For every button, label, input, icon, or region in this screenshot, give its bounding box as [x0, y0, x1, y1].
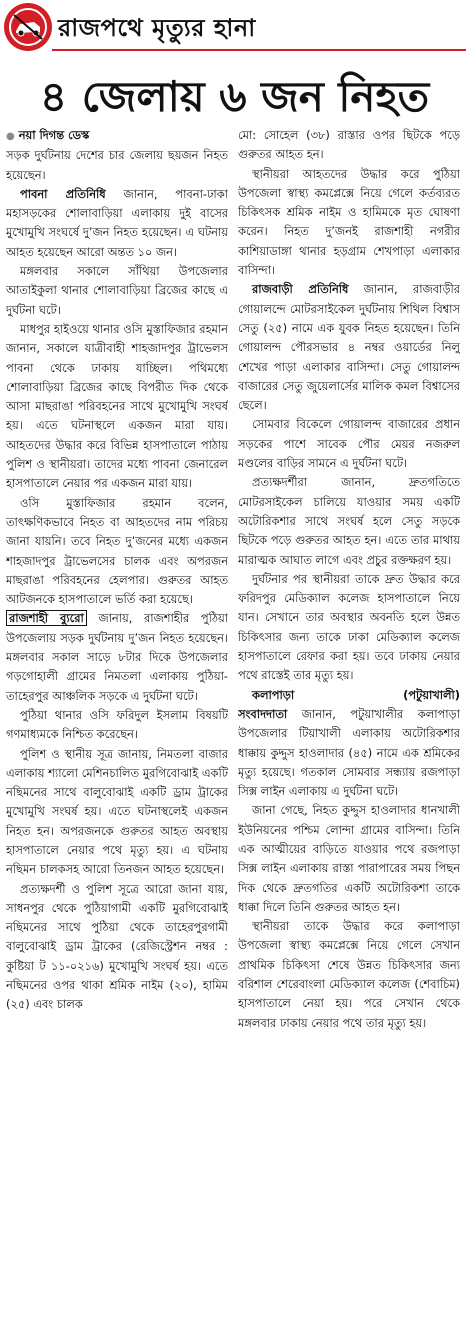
- right-column: [238, 126, 460, 1331]
- paragraph: ওসি মুস্তাফিজার রহমান বলেন, তাৎক্ষণিকভাবে নিহত বা আহতদের নাম পরিচয় জানা যায়নি। তবে নিহত দু’জনের মধ্যে একজন শাহজাদপুর ট্রাভেলসের চালক এবং অপরজন মাছরাঙা পরিবহনের হেলপার। গুরুতর আহত আটজনকে হাসপাতালে ভর্তি করা হয়েছে।: [6, 495, 228, 607]
- crash-car-logo-icon: [4, 3, 52, 51]
- series-title: রাজপথে মৃত্যুর হানা: [58, 14, 256, 42]
- header-rule: [52, 49, 466, 51]
- paragraph: স্থানীয়রা আহতদের উদ্ধার করে পুঠিয়া উপজেলা স্বাস্থ্য কমপ্লেক্সে নিয়ে গেলে কর্তব্যরত চিকিৎসক শ্রমিক নাইম ও হামিমকে মৃত ঘোষণা করেন। নিহত দু’জনই রাজশাহী নগরীর কাশিয়াডাঙ্গা থানার হড়গ্রাম শেখপাড়া এলাকার বাসিন্দা।: [238, 166, 460, 278]
- reporter-lead: পাবনা প্রতিনিধি: [20, 186, 106, 201]
- paragraph: প্রত্যক্ষদর্শী ও পুলিশ সূত্রে আরো জানা যায়, সাধনপুর থেকে পুঠিয়াগামী একটি মুরগিবোঝাই নছিমনের সাথে পুঠিয়া থেকে তাহেরপুরগামী বালুবোঝাই ড্রাম ট্রাকের (রেজিস্ট্রেশন নম্বর : কুষ্টিয়া ট ১১-০২১৬) মুখোমুখি সংঘর্ষ হয়। এতে নছিমনের ওপর থাকা শ্রমিক নাইম (২০), হামিম (২৫) এবং চালক: [6, 881, 228, 1012]
- reporter-lead: সংবাদদাতা: [238, 706, 288, 721]
- paragraph: প্রত্যক্ষদর্শীরা জানান, দ্রুতগতিতে মোটরসাইকেল চালিয়ে যাওয়ার সময় একটি অটোরিকশার সাথে সংঘর্ষ হলে সেতু সড়কে ছিটকে পড়ে গুরুতর আহত হন। এতে তার মাথায় মারাত্মক আঘাত লাগে এবং প্রচুর রক্তক্ষরণ হয়।: [238, 475, 460, 567]
- article-header: [0, 0, 469, 68]
- paragraph: পুলিশ ও স্থানীয় সূত্র জানায়, নিমতলা বাজার এলাকায় শ্যালো মেশিনচালিত মুরগিবোঝাই একটি নছিমনের সাথে বালুবোঝাই একটি ড্রাম ট্রাকের মুখোমুখি সংঘর্ষ হয়। এতে ঘটনাস্থলেই একজন নিহত হন। অপরজনকে গুরুতর আহত অবস্থায় হাসপাতালে নেয়ার পথে মৃত্যু হয়। এ ঘটনায় নছিমন চালকসহ আরো তিনজন আহত হয়েছেন।: [6, 746, 228, 877]
- paragraph: মাধপুর হাইওয়ে থানার ওসি মুস্তাফিজার রহমান জানান, সকালে যাত্রীবাহী শাহজাদপুর ট্রাভেলস পাবনা থেকে ঢাকায় যাচ্ছিল। পথিমধ্যে শোলাবাড়িয়া ব্রিজের কাছে বিপরীত দিক থেকে আসা মাছরাঙা পরিবহনের সাথে মুখোমুখি সংঘর্ষ হয়। এতে ঘটনাস্থলে একজন মারা যায়। আহতদের উদ্ধার করে বিভিন্ন হাসপাতালে পাঠায় পুলিশ ও স্থানীয়রা। তাদের মধ্যে পাবনা জেনারেল হাসপাতালে নেয়ার পর একজন মারা যায়।: [6, 321, 228, 491]
- paragraph-text: জানান, রাজবাড়ীর গোয়ালন্দে মোটরসাইকেল দুর্ঘটনায় শিথিল বিশ্বাস সেতু (২৫) নামে এক যুবক নিহত হয়েছেন। তিনি গোয়ালন্দ পৌরসভার ৪ নম্বর ওয়ার্ডের নিলু শেখের পাড়া এলাকার বাসিন্দা। সেতু গোয়ালন্দ বাজারের সেতু জুয়েলার্সের মালিক কমল বিশ্বাসের ছেলে।: [238, 282, 460, 413]
- paragraph: পুঠিয়া থানার ওসি ফরিদুল ইসলাম বিষয়টি গণমাধ্যমকে নিশ্চিত করেছেন।: [6, 707, 228, 742]
- paragraph: জানা গেছে, নিহত কুদ্দুস হাওলাদার ধানখালী ইউনিয়নের পশ্চিম লোন্দা গ্রামের বাসিন্দা। তিনি এক আত্মীয়ের বাড়িতে যাওয়ার পথে রজপাড়া সিক্স লাইন এলাকায় রাস্তা পারাপারের সময় পিছন দিক থেকে দ্রুতগতির একটি অটোরিকশা তাকে ধাক্কা দিলে তিনি গুরুতর আহত হন।: [238, 803, 460, 914]
- paragraph-text: জানান, পাবনা-ঢাকা মহাসড়কের শোলাবাড়িয়া এলাকায় দুই বাসের মুখোমুখি সংঘর্ষে দু’জন নিহত হয়েছেন। এ ঘটনায় আহত হয়েছেন আরো অন্তত ১০ জন।: [6, 186, 228, 259]
- paragraph: সোমবার বিকেলে গোয়ালন্দ বাজারের প্রধান সড়কের পাশে সাবেক পৌর মেয়র নজরুল মণ্ডলের বাড়ির সামনে এ দুর্ঘটনা ঘটে।: [238, 417, 460, 471]
- paragraph: [238, 280, 460, 415]
- dateline: [238, 686, 460, 705]
- paragraph: সড়ক দুর্ঘটনায় দেশের চার জেলায় ছয়জন নিহত হয়েছেন।: [6, 148, 228, 182]
- paragraph: মো: সোহেল (৩৮) রাস্তার ওপর ছিটকে পড়ে গুরুতর আহত হন।: [238, 128, 460, 162]
- headline: ৪ জেলায় ৬ জন নিহত: [39, 72, 430, 121]
- reporter-lead: রাজবাড়ী প্রতিনিধি: [252, 282, 349, 297]
- paragraph: মঙ্গলবার সকালে সাঁথিয়া উপজেলার আতাইকুলা থানার শোলাবাড়িয়া ব্রিজের কাছে এ দুর্ঘটনা ঘটে।: [6, 264, 228, 317]
- bullet-icon: ●: [6, 131, 15, 142]
- dateline-place: কলাপাড়া: [252, 687, 295, 702]
- left-column: [6, 126, 228, 1331]
- paragraph-text: জানান, পটুয়াখালীর কলাপাড়া উপজেলার টিয়াখালী এলাকায় অটোরিকশার ধাক্কায় কুদ্দুস হাওলাদার (৪৫) নামে এক শ্রমিকের মৃত্যু হয়েছে। গতকাল সোমবার সন্ধ্যায় রজপাড়া সিক্স লাইন এলাকায় এ দুর্ঘটনা ঘটে।: [238, 706, 460, 799]
- paragraph: [6, 609, 228, 705]
- paragraph: স্থানীয়রা তাকে উদ্ধার করে কলাপাড়া উপজেলা স্বাস্থ্য কমপ্লেক্সে নিয়ে গেলে সেখান প্রাথমিক চিকিৎসা শেষে উন্নত চিকিৎসার জন্য বরিশাল শেরেবাংলা মেডিক্যাল কলেজ (শেবাচিম) হাসপাতালে নেয়া হয়। পরে সেখান থেকে মঙ্গলবার ঢাকায় নেয়ার পথে তার মৃত্যু হয়।: [238, 919, 460, 1030]
- paragraph-text: জানায়, রাজশাহীর পুঠিয়া উপজেলায় সড়ক দুর্ঘটনায় দু’জন নিহত হয়েছেন। মঙ্গলবার সকাল সাড়ে ৮টার দিকে উপজেলার গড়গোহালী গ্রামের নিমতলা এলাকায় পুঠিয়া-তাহেরপুর আঞ্চলিক সড়কে এ দুর্ঘটনা ঘটে।: [6, 611, 228, 703]
- paragraph: দুর্ঘটনার পর স্থানীয়রা তাকে দ্রুত উদ্ধার করে ফরিদপুর মেডিক্যাল কলেজ হাসপাতালে নিয়ে যান। সেখানে তার অবস্থার অবনতি হলে উন্নত চিকিৎসার জন্য তাকে ঢাকা মেডিক্যাল কলেজ হাসপাতালে রেফার করা হয়। তবে ঢাকায় নেয়ার পথে রাস্তেই তার মৃত্যু হয়।: [238, 571, 460, 683]
- paragraph: [238, 705, 460, 801]
- dateline-district: (পটুয়াখালী): [403, 687, 460, 702]
- reporter-lead: রাজশাহী ব্যুরো: [6, 610, 87, 626]
- byline: [6, 126, 228, 146]
- paragraph: [6, 185, 228, 262]
- byline-text: নয়া দিগন্ত ডেস্ক: [18, 128, 90, 142]
